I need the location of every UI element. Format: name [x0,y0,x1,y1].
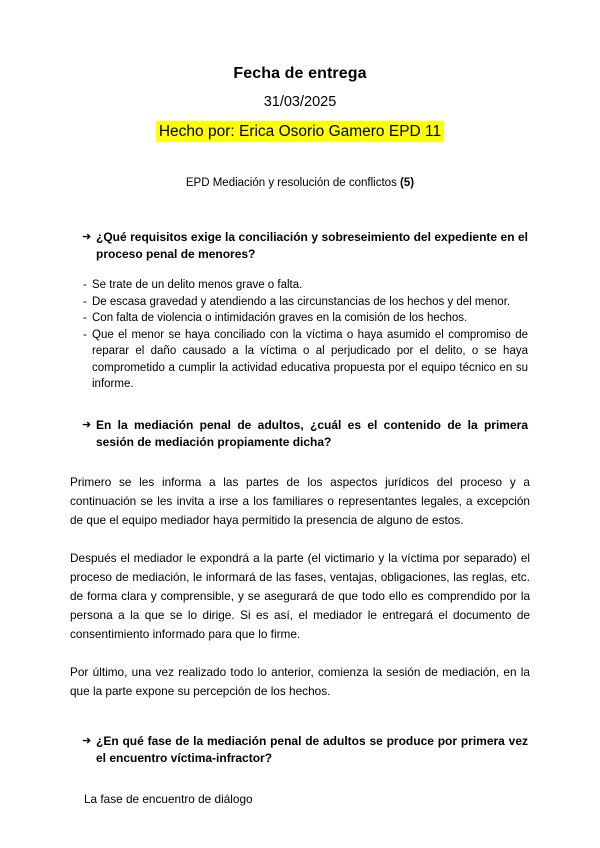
answer-paragraph: Por último, una vez realizado todo lo anterior, comienza la sesión de mediación, en la que la parte expone su percepción de los hechos. [70,664,530,698]
question-2-text: En la mediación penal de adultos, ¿cuál es el contenido de la primera sesión de mediación propiamente dicha? [96,417,528,449]
dash-icon: - [83,295,87,308]
answer-paragraph: Primero se les informa a las partes de los aspectos jurídicos del proceso y a continuación se les invita a irse a los familiares o representantes legales, a excepción de que el equipo mediador haya permitido la presencia de alguno de estos. [70,474,530,527]
requirements-list [0,263,600,393]
question-3 [0,733,600,767]
list-item [0,277,600,294]
question-1 [0,229,600,263]
arrow-bullet-icon: ➜ [82,231,92,243]
list-item-text: Con falta de violencia o intimidación graves en la comisión de los hechos. [92,312,468,324]
answer-text: La fase de encuentro de diálogo [84,791,253,806]
dash-icon: - [83,328,87,341]
arrow-bullet-icon: ➜ [82,418,92,431]
course-name: EPD Mediación y resolución de conflictos [185,177,401,189]
list-item [0,310,600,327]
page-title: Fecha de entrega [233,65,367,82]
author-line [0,112,600,143]
list-item [0,294,600,311]
question-2 [0,417,600,451]
list-item [0,327,600,393]
list-item-text: De escasa gravedad y atendiendo a las circunstancias de los hechos y del menor. [92,295,511,308]
arrow-bullet-icon: ➜ [82,734,92,747]
dash-icon: - [83,312,87,324]
question-3-text: ¿En qué fase de la mediación penal de adultos se produce por primera vez el encuentro víctima-infractor? [96,733,528,765]
course-subtitle [0,143,600,191]
dash-icon: - [83,279,87,291]
answer-paragraph: Después el mediador le expondrá a la parte (el victimario y la víctima por separado) el proceso de mediación, le informará de las fases, ventajas, obligaciones, las reglas, etc. de forma clara y comprensible, y se asegurará de que todo ello es comprendido por la persona a la que se lo dirige. Si es así, el mediador le entregará el documento de consentimiento informado para que lo firme. [70,550,530,641]
course-number: (5) [400,177,415,189]
author-highlighted-text: Hecho por: Erica Osorio Gamero EPD 11 [156,121,444,142]
list-item-text: Se trate de un delito menos grave o falta. [92,279,303,291]
list-item-text: Que el menor se haya conciliado con la víctima o haya asumido el compromiso de reparar el daño causado a la víctima o al perjudicado por el delito, o se haya comprometido a cumplir la actividad educativa propuesta por el equipo técnico en su informe. [92,328,528,390]
delivery-date: 31/03/2025 [263,94,337,110]
question-1-text: ¿Qué requisitos exige la conciliación y sobreseimiento del expediente en el proceso penal de menores? [96,230,528,261]
